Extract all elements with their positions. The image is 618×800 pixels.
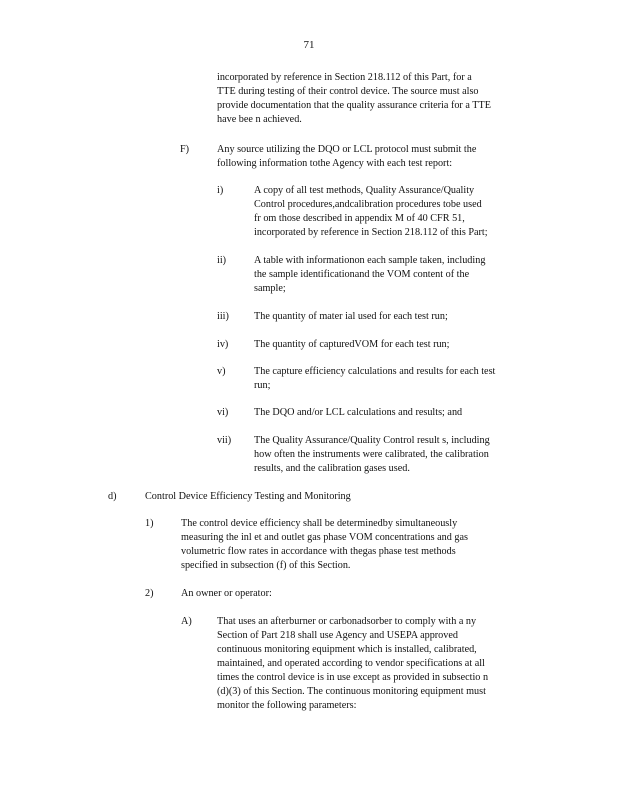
text-line: specified in subsection (f) of this Section. xyxy=(181,560,351,571)
text-line: measuring the inl et and outlet gas phase VOM concentrations and gas xyxy=(181,532,468,543)
text-line: That uses an afterburner or carbonadsorber to comply with a ny xyxy=(217,616,477,627)
subitem-label-2: 2) xyxy=(145,588,154,599)
text-line: the sample identificationand the VOM content of the xyxy=(254,269,470,280)
text-line: incorporated by reference in Section 218.112 of this Part; xyxy=(254,227,488,238)
text-line: results, and the calibration gases used. xyxy=(254,463,410,474)
text-line: A table with informationon each sample taken, including xyxy=(254,255,486,266)
intro-paragraph xyxy=(217,71,540,127)
subitem-label-iv: iv) xyxy=(217,339,229,350)
text-line: incorporated by reference in Section 218.112 of this Part, for a xyxy=(217,72,472,83)
text-line: The capture efficiency calculations and results for each test xyxy=(254,366,496,377)
text-line: A copy of all test methods, Quality Assurance/Quality xyxy=(254,185,475,196)
subitem-2-text xyxy=(181,587,481,601)
text-line: times the control device is in use except as provided in subsectio n xyxy=(217,672,489,683)
text-line: The Quality Assurance/Quality Control result s, including xyxy=(254,435,490,446)
text-line: sample; xyxy=(254,283,286,294)
subitem-label-vii: vii) xyxy=(217,435,232,446)
subitem-label-1: 1) xyxy=(145,518,154,529)
text-line: Any source utilizing the DQO or LCL protocol must submit the xyxy=(217,144,477,155)
text-line: provide documentation that the quality assurance criteria for a TTE xyxy=(217,100,491,111)
item-F-text xyxy=(217,143,527,171)
text-line: volumetric flow rates in accordance with thegas phase test methods xyxy=(181,546,456,557)
subitem-iii-text xyxy=(254,310,540,324)
item-label-d: d) xyxy=(108,491,117,502)
subitem-v-text xyxy=(254,365,540,393)
subitem-vii-text xyxy=(254,434,540,476)
text-line: The DQO and/or LCL calculations and results; and xyxy=(254,407,463,418)
page-number: 71 xyxy=(303,39,315,51)
subitem-label-iii: iii) xyxy=(217,311,229,322)
subitem-label-v: v) xyxy=(217,366,226,377)
text-line: An owner or operator: xyxy=(181,588,272,599)
section-d-title xyxy=(145,490,445,504)
text-line: monitor the following parameters: xyxy=(217,700,357,711)
text-line: continuous monitoring equipment which is installed, calibrated, xyxy=(217,644,477,655)
text-line: The quantity of mater ial used for each test run; xyxy=(254,311,448,322)
subitem-1-text xyxy=(181,517,521,573)
text-line: Section of Part 218 shall use Agency and USEPA approved xyxy=(217,630,458,641)
text-line: how often the instruments were calibrated, the calibration xyxy=(254,449,489,460)
subitem-iv-text xyxy=(254,338,540,352)
subitem-i-text xyxy=(254,184,540,240)
text-line: have bee n achieved. xyxy=(217,114,302,125)
text-line: (d)(3) of this Section. The continuous monitoring equipment must xyxy=(217,686,486,697)
text-line: TTE during testing of their control device. The source must also xyxy=(217,86,479,97)
subitem-label-vi: vi) xyxy=(217,407,229,418)
text-line: The quantity of capturedVOM for each test run; xyxy=(254,339,450,350)
text-line: Control procedures,andcalibration procedures tobe used xyxy=(254,199,482,210)
subitem-vi-text xyxy=(254,406,540,420)
subitem-ii-text xyxy=(254,254,540,296)
subitem-label-i: i) xyxy=(217,185,224,196)
item-A-text xyxy=(217,615,540,713)
text-line: fr om those described in appendix M of 40 CFR 51, xyxy=(254,213,465,224)
text-line: Control Device Efficiency Testing and Monitoring xyxy=(145,491,351,502)
text-line: run; xyxy=(254,380,271,391)
item-label-F: F) xyxy=(180,144,190,155)
text-line: following information tothe Agency with each test report: xyxy=(217,158,453,169)
item-label-A: A) xyxy=(181,616,192,627)
subitem-label-ii: ii) xyxy=(217,255,227,266)
text-line: The control device efficiency shall be determinedby simultaneously xyxy=(181,518,458,529)
text-line: maintained, and operated according to vendor specifications at all xyxy=(217,658,485,669)
